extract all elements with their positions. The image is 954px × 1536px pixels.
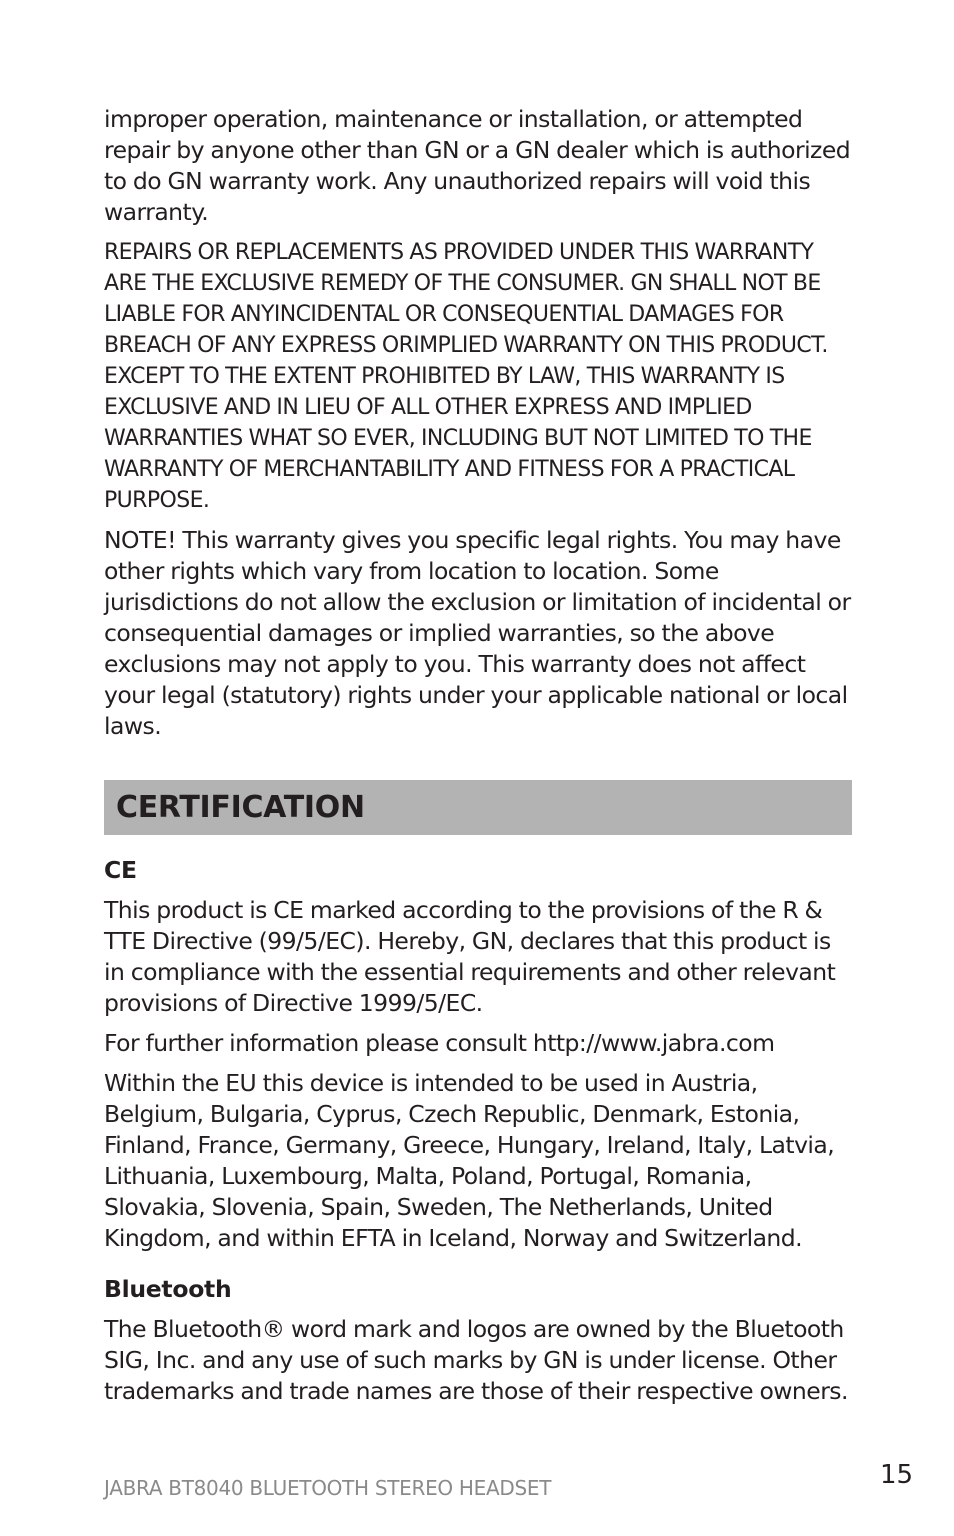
bluetooth-heading: Bluetooth bbox=[104, 1275, 232, 1303]
bluetooth-paragraph-trademark: The Bluetooth® word mark and logos are owned by the Bluetooth SIG, Inc. and any use of such marks by GN is under license. Other trademarks and trade names are those of their respective owners. bbox=[104, 1315, 848, 1405]
warranty-paragraph-improper-operation: improper operation, maintenance or installation, or attempted repair by anyone other than GN or a GN dealer which is authorized to do GN warranty work. Any unauthorized repairs will void this warranty. bbox=[104, 105, 851, 226]
page-number: 15 bbox=[880, 1460, 914, 1490]
footer-product-name: JABRA BT8040 BLUETOOTH STEREO HEADSET bbox=[104, 1476, 552, 1500]
certification-heading: CERTIFICATION bbox=[116, 790, 365, 825]
warranty-paragraph-repairs-disclaimer: REPAIRS OR REPLACEMENTS AS PROVIDED UNDER THIS WARRANTY ARE THE EXCLUSIVE REMEDY OF THE CONSUMER. GN SHALL NOT BE LIABLE FOR ANYINCIDENTAL OR CONSEQUENTIAL DAMAGES FOR BREACH OF ANY EXPRESS ORIMPLIED WARRANTY ON THIS PRODUCT. EXCEPT TO THE EXTENT PROHIBITED BY LAW, THIS WARRANTY IS EXCLUSIVE AND IN LIEU OF ALL OTHER EXPRESS AND IMPLIED WARRANTIES WHAT SO EVER, INCLUDING BUT NOT LIMITED TO THE WARRANTY OF MERCHANTABILITY AND FITNESS FOR A PRACTICAL PURPOSE. bbox=[104, 240, 828, 513]
warranty-paragraph-note: NOTE! This warranty gives you specific legal rights. You may have other rights which vary from location to location. Some jurisdictions do not allow the exclusion or limitation of incidental or consequential damages or implied warranties, so the above exclusions may not apply to you. This warranty does not affect your legal (statutory) rights under your applicable national or local laws. bbox=[104, 526, 851, 740]
certification-section-bar bbox=[104, 780, 852, 835]
ce-paragraph-eu-countries: Within the EU this device is intended to be used in Austria, Belgium, Bulgaria, Cyprus, Czech Republic, Denmark, Estonia, Finland, France, Germany, Greece, Hungary, Ireland, Italy, Latvia, Lithuania, Luxembourg, Malta, Poland, Portugal, Romania, Slovakia, Slovenia, Spain, Sweden, The Netherlands, United Kingdom, and within EFTA in Iceland, Norway and Switzerland. bbox=[104, 1069, 835, 1252]
page-content bbox=[104, 104, 852, 1416]
ce-paragraph-further-info: For further information please consult http://www.jabra.com bbox=[104, 1029, 775, 1057]
ce-paragraph-directive: This product is CE marked according to the provisions of the R & TTE Directive (99/5/EC). Hereby, GN, declares that this product is in compliance with the essential requirements and other relevant provisions of Directive 1999/5/EC. bbox=[104, 896, 836, 1017]
ce-heading: CE bbox=[104, 856, 137, 884]
